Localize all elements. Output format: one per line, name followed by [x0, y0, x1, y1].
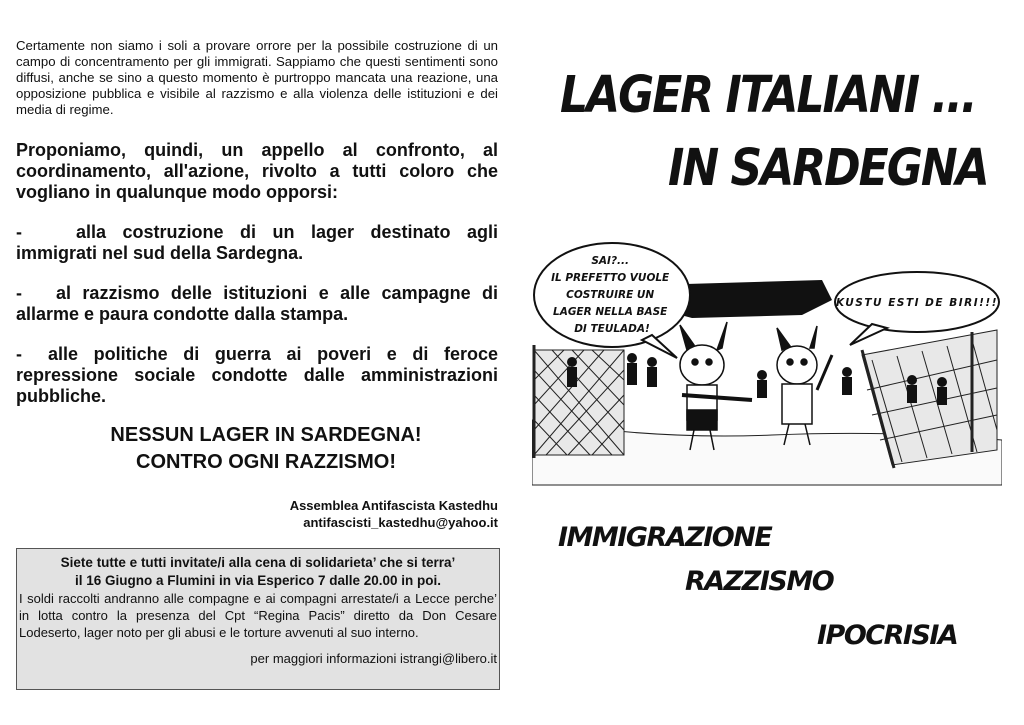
- title-line-2: IN SARDEGNA: [668, 139, 988, 198]
- point-dash: -: [16, 283, 22, 303]
- point-2: [16, 283, 498, 325]
- signature-name: Assemblea Antifascista Kastedhu: [289, 498, 498, 513]
- bubble-left-line-4: LAGER NELLA BASE: [553, 306, 668, 318]
- bubble-left-line-2: IL PREFETTO VUOLE: [551, 272, 670, 284]
- invite-head-line-1: Siete tutte e tutti invitate/i alla cena di solidarieta’ che si terra’: [60, 555, 456, 570]
- invite-info: per maggiori informazioni istrangi@libero.it: [250, 651, 497, 666]
- left-column: [16, 38, 498, 407]
- invite-box: [16, 548, 500, 690]
- cartoon-illustration: [532, 240, 1002, 490]
- slogan-line-1: NESSUN LAGER IN SARDEGNA!: [110, 424, 422, 446]
- title-line-1: LAGER ITALIANI ...: [560, 66, 976, 125]
- point-3: [16, 344, 498, 407]
- bubble-right-text: KUSTU ESTI DE BIRI!!!: [836, 297, 998, 309]
- signature-email: antifascisti_kastedhu@yahoo.it: [303, 515, 498, 530]
- point-text: alle politiche di guerra ai poveri e di feroce repressione sociale condotte dalle amministrazioni pubbliche.: [16, 344, 498, 406]
- point-text: al razzismo delle istituzioni e alle campagne di allarme e paura condotte dalla stampa.: [16, 283, 498, 324]
- proposal-paragraph: Proponiamo, quindi, un appello al confronto, al coordinamento, all'azione, rivolto a tutti coloro che vogliano in qualunque modo opporsi:: [16, 140, 498, 202]
- point-1: [16, 222, 498, 264]
- bubble-left-line-5: DI TEULADA!: [574, 323, 650, 335]
- word-ipocrisia: IPOCRISIA: [817, 620, 958, 651]
- invite-body: I soldi raccolti andranno alle compagne e ai compagni arrestate/i a Lecce perche’ in lotta contro la presenza del Cpt “Regina Pacis” diretto da Don Cesare Lodeserto, lager noto per gli abusi e le torture avvenuti al suo interno.: [19, 591, 497, 640]
- cartoon-figure-left: [680, 322, 752, 450]
- speech-bubble-left: [534, 243, 690, 358]
- point-dash: -: [16, 344, 22, 364]
- bubble-left-line-1: SAI?...: [591, 255, 629, 267]
- point-text: alla costruzione di un lager destinato agli immigrati nel sud della Sardegna.: [16, 222, 498, 263]
- word-immigrazione: IMMIGRAZIONE: [558, 522, 772, 553]
- word-razzismo: RAZZISMO: [685, 566, 834, 597]
- slogan: [16, 422, 516, 476]
- left-fence: [534, 345, 624, 458]
- cartoon-figure-right: [777, 326, 832, 445]
- signature: [16, 497, 498, 531]
- point-dash: -: [16, 222, 22, 242]
- slogan-line-2: CONTRO OGNI RAZZISMO!: [136, 451, 396, 473]
- bubble-left-line-3: COSTRUIRE UN: [566, 289, 655, 301]
- intro-paragraph: Certamente non siamo i soli a provare orrore per la possibile costruzione di un campo di concentramento per gli immigrati. Sappiamo che questi sentimenti sono diffusi, anche se sino a questo momento è purtroppo mancata una reazione, una opposizione pubblica e visibile al razzismo e alla violenza delle istituzioni e dei media di regime.: [16, 38, 498, 117]
- invite-head-line-2: il 16 Giugno a Flumini in via Esperico 7 dalle 20.00 in poi.: [74, 573, 442, 588]
- right-column: [520, 0, 1024, 725]
